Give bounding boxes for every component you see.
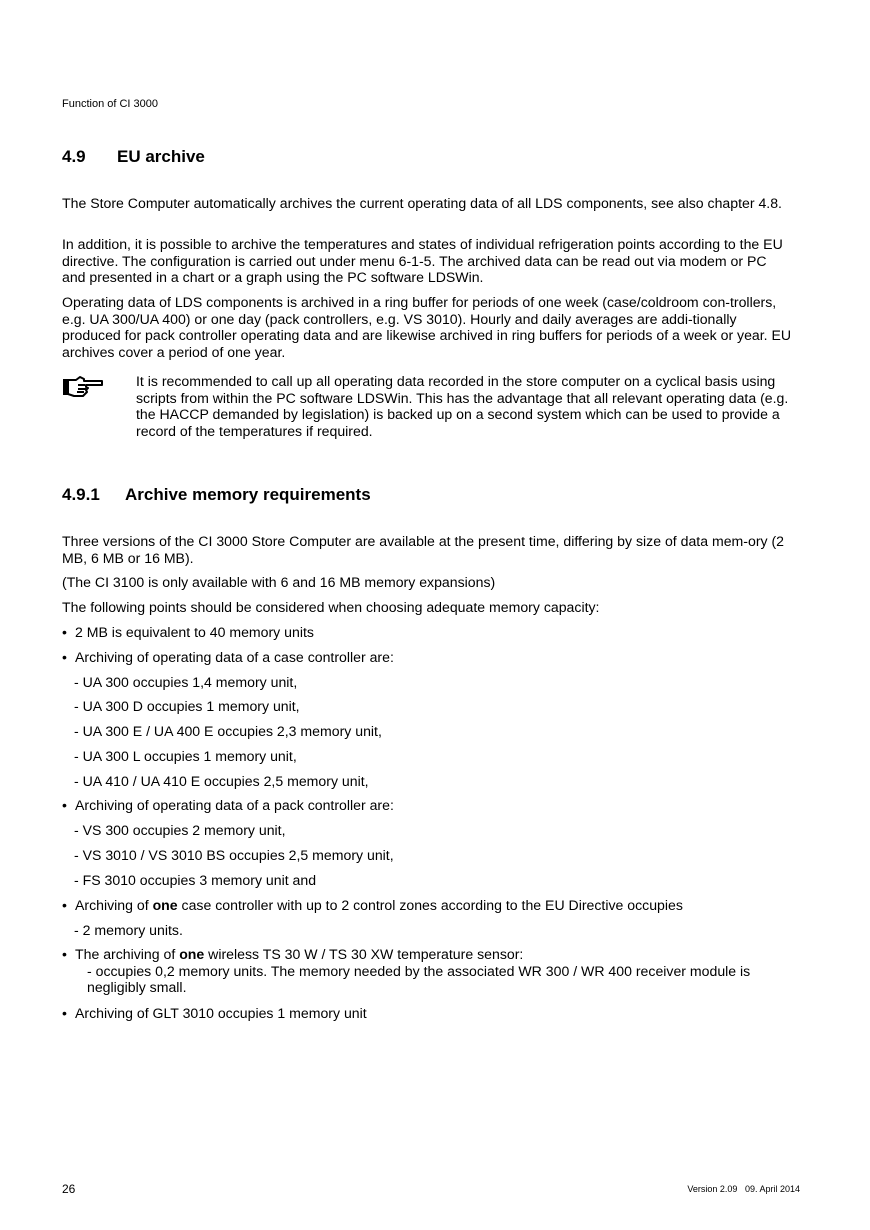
paragraph: The following points should be considered when choosing adequate memory capacity: bbox=[62, 599, 600, 615]
list-item: • 2 MB is equivalent to 40 memory units bbox=[62, 624, 314, 640]
bullet-icon: • bbox=[62, 797, 67, 813]
list-subitem: - FS 3010 occupies 3 memory unit and bbox=[74, 872, 317, 888]
list-item: • Archiving of GLT 3010 occupies 1 memory unit bbox=[62, 1005, 367, 1021]
bullet-icon: • bbox=[62, 649, 67, 665]
list-subitem: - UA 410 / UA 410 E occupies 2,5 memory unit, bbox=[74, 773, 369, 789]
list-subitem: - VS 300 occupies 2 memory unit, bbox=[74, 822, 286, 838]
pointing-hand-icon bbox=[62, 373, 136, 440]
bullet-icon: • bbox=[62, 1005, 67, 1021]
page-number: 26 bbox=[62, 1182, 76, 1196]
bullet-icon: • bbox=[62, 946, 67, 962]
section-title: EU archive bbox=[117, 147, 205, 166]
list-subitem: - UA 300 D occupies 1 memory unit, bbox=[74, 698, 300, 714]
note-box bbox=[62, 373, 792, 440]
paragraph: Operating data of LDS components is archived in a ring buffer for periods of one week (case/coldroom con-trollers, e.g. UA 300/UA 400) or one day (pack controllers, e.g. VS 3010). Hourly and daily averages are addi-tionally produced for pack controller operating data and are likewise archived in ring buffers for periods of a week or year. EU archives cover a period of one year. bbox=[62, 294, 792, 361]
paragraph: In addition, it is possible to archive the temperatures and states of individual refrigeration points according to the EU directive. The configuration is carried out under menu 6-1-5. The archived data can be read out via modem or PC and presented in a chart or a graph using the PC software LDSWin. bbox=[62, 236, 783, 286]
emphasis: one bbox=[152, 897, 178, 913]
list-item-continuation: - occupies 0,2 memory units. The memory needed by the associated WR 300 / WR 400 receiver module is negligibly small. bbox=[87, 962, 751, 996]
list-subitem: - VS 3010 / VS 3010 BS occupies 2,5 memory unit, bbox=[74, 847, 394, 863]
list-subitem: - 2 memory units. bbox=[74, 922, 183, 938]
list-subitem: - UA 300 occupies 1,4 memory unit, bbox=[74, 674, 298, 690]
list-item: • Archiving of operating data of a case controller are: bbox=[62, 649, 394, 665]
note-text: It is recommended to call up all operating data recorded in the store computer on a cyclical basis using scripts from within the PC software LDSWin. This has the advantage that all relevant operating data (e.g. the HACCP demanded by legislation) is backed up on a second system which can be used to provide a record of the temperatures if required. bbox=[136, 373, 789, 440]
running-header: Function of CI 3000 bbox=[62, 98, 159, 110]
paragraph: Three versions of the CI 3000 Store Computer are available at the present time, differing by size of data mem-ory (2 MB, 6 MB or 16 MB). bbox=[62, 533, 785, 566]
paragraph: (The CI 3100 is only available with 6 and 16 MB memory expansions) bbox=[62, 574, 496, 590]
paragraph: The Store Computer automatically archives the current operating data of all LDS components, see also chapter 4.8. bbox=[62, 195, 782, 211]
list-subitem: - UA 300 E / UA 400 E occupies 2,3 memory unit, bbox=[74, 723, 382, 739]
section-heading bbox=[62, 147, 205, 167]
subsection-number: 4.9.1 bbox=[62, 485, 100, 504]
bullet-icon: • bbox=[62, 897, 67, 913]
list-item: • The archiving of one wireless TS 30 W / TS 30 XW temperature sensor: - occupies 0,2 memory units. The memory needed by the associated WR 300 / WR 400 receiver module is negligibly small. bbox=[62, 946, 802, 996]
list-item: • Archiving of one case controller with up to 2 control zones according to the EU Directive occupies bbox=[62, 897, 683, 913]
emphasis: one bbox=[179, 946, 205, 962]
subsection-title: Archive memory requirements bbox=[125, 485, 371, 504]
list-item: • Archiving of operating data of a pack controller are: bbox=[62, 797, 394, 813]
list-subitem: - UA 300 L occupies 1 memory unit, bbox=[74, 748, 297, 764]
subsection-heading bbox=[62, 485, 371, 505]
bullet-icon: • bbox=[62, 624, 67, 640]
version-info: Version 2.09 09. April 2014 bbox=[687, 1184, 800, 1194]
section-number: 4.9 bbox=[62, 147, 86, 166]
